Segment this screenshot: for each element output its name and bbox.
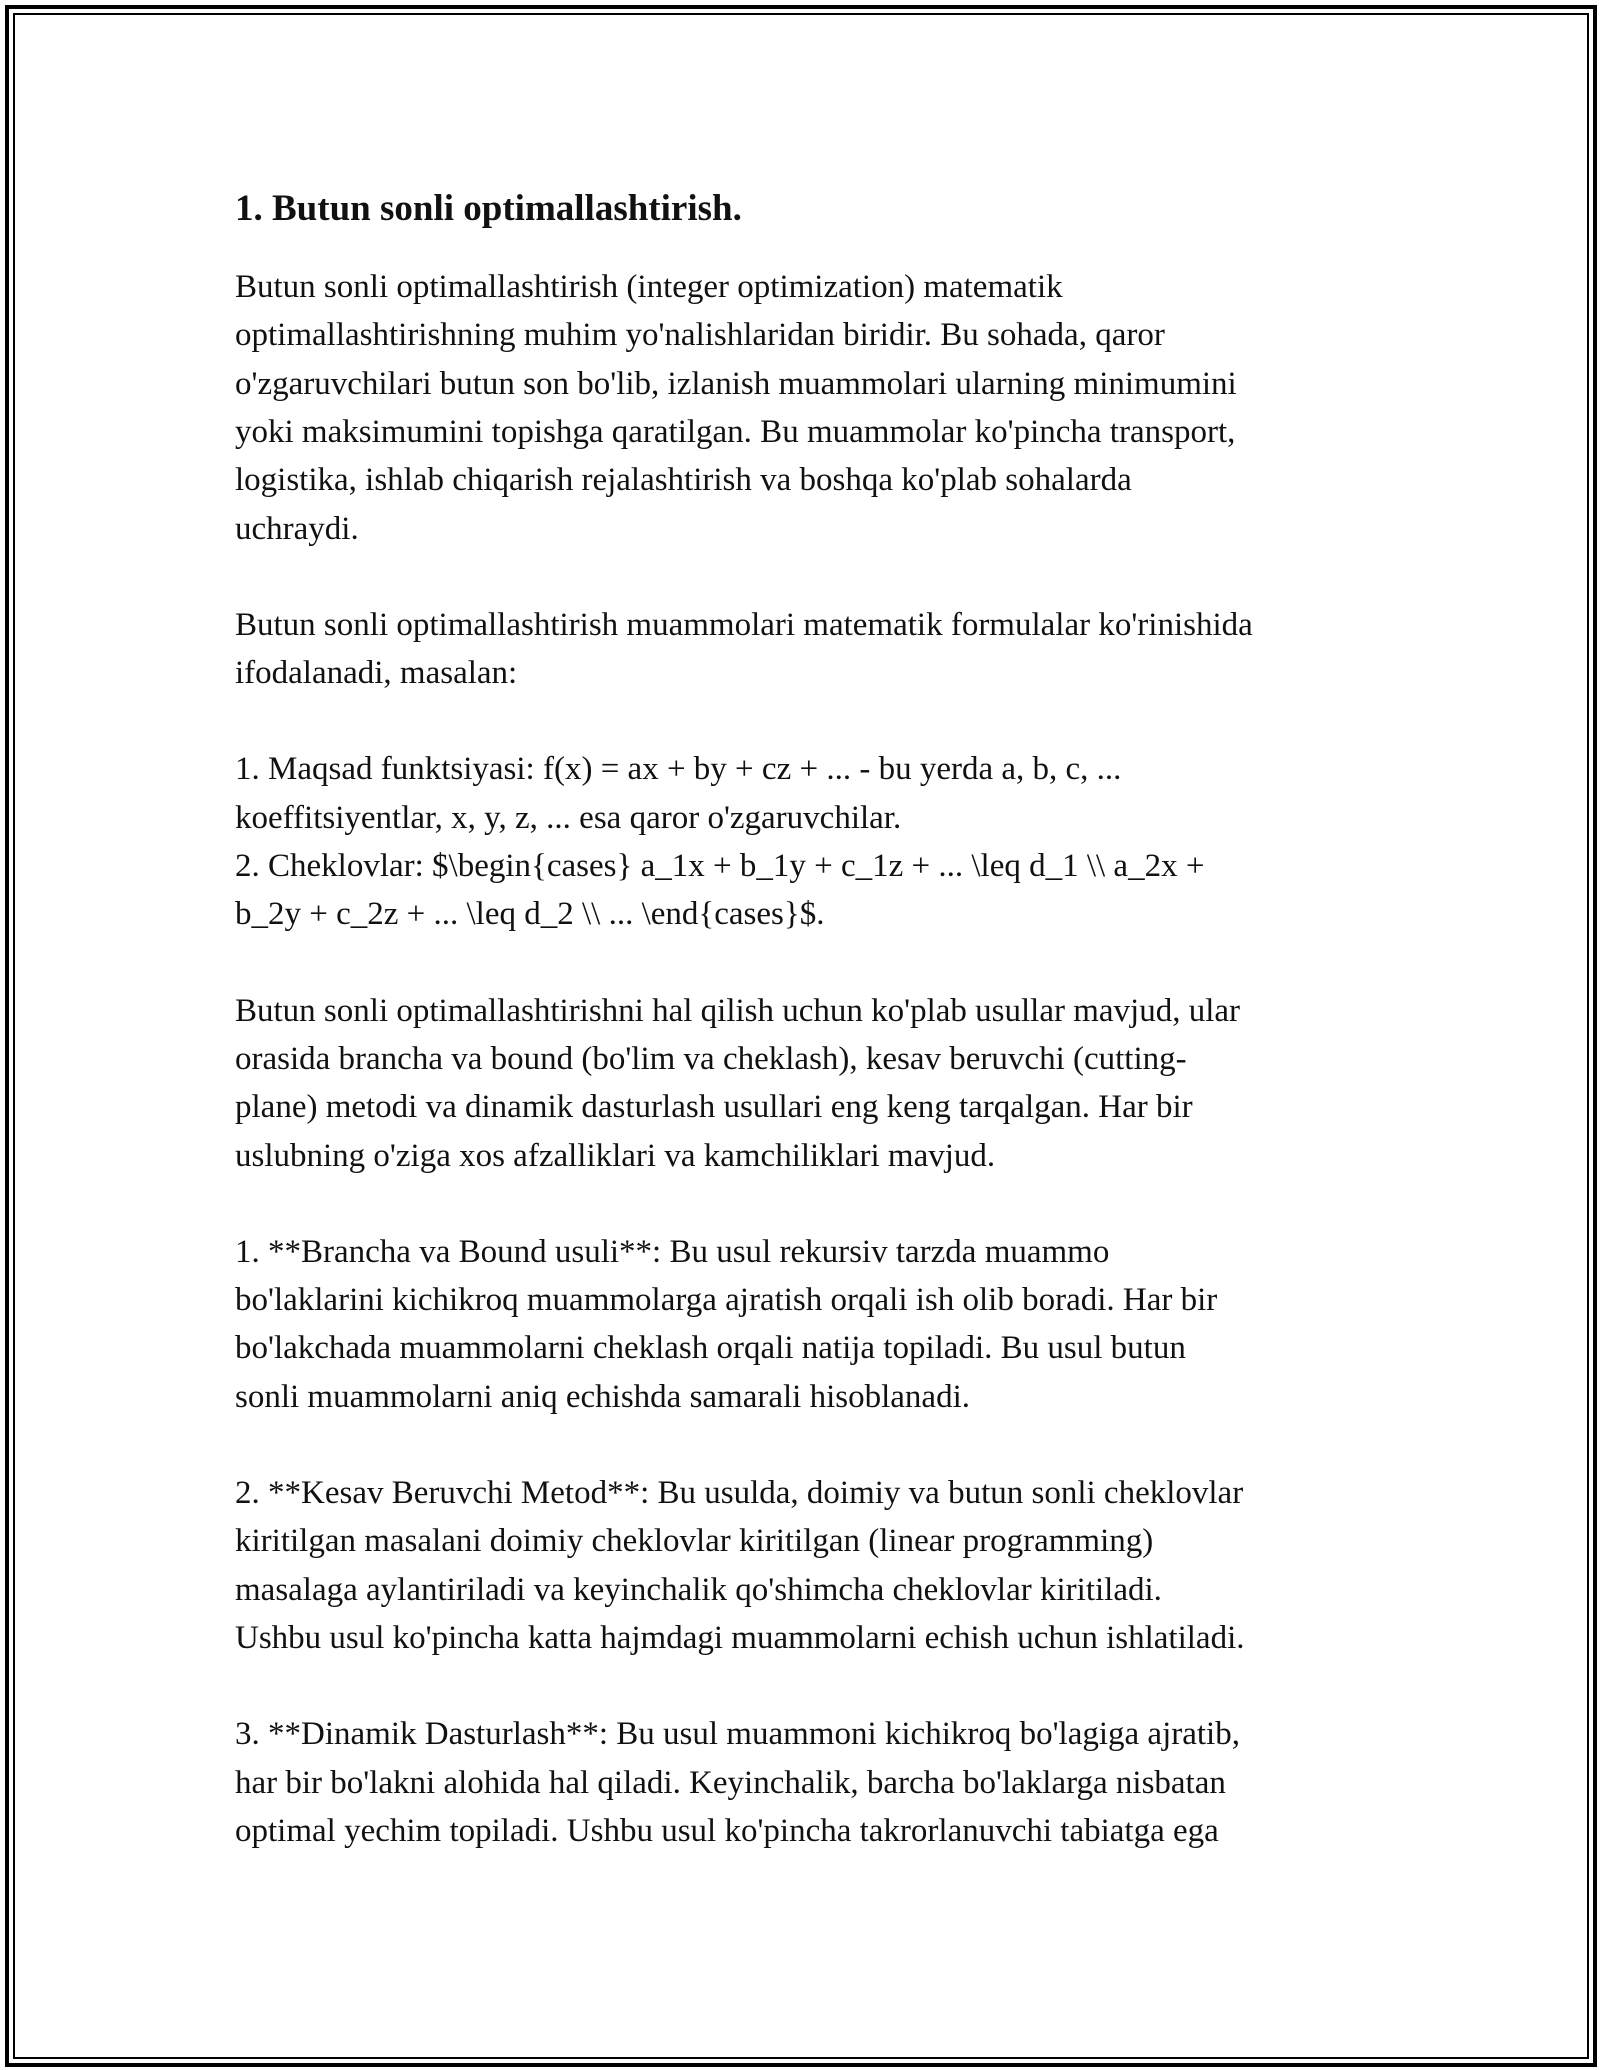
section-heading: 1. Butun sonli optimallashtirish. — [235, 188, 742, 229]
text-line: Ushbu usul ko'pincha katta hajmdagi muammolarni echish uchun ishlatiladi. — [235, 1619, 1245, 1656]
text-line: sonli muammolarni aniq echishda samarali hisoblanadi. — [235, 1378, 970, 1415]
text-line: kiritilgan masalani doimiy cheklovlar kiritilgan (linear programming) — [235, 1523, 1154, 1560]
text-line: 1. **Brancha va Bound usuli**: Bu usul rekursiv tarzda muammo — [235, 1233, 1110, 1270]
paragraph-formulas-intro — [235, 601, 1375, 698]
paragraph-formula-list — [235, 745, 1375, 938]
text-line: Butun sonli optimallashtirishni hal qilish uchun ko'plab usullar mavjud, ular — [235, 992, 1241, 1029]
text-line: bo'laklarini kichikroq muammolarga ajratish orqali ish olib boradi. Har bir — [235, 1282, 1218, 1319]
paragraph-dynamic-programming — [235, 1710, 1375, 1855]
text-line: Butun sonli optimallashtirish (integer optimization) matematik — [235, 269, 1063, 306]
paragraph-branch-and-bound — [235, 1228, 1375, 1421]
text-line: Butun sonli optimallashtirish muammolari matematik formulalar ko'rinishida — [235, 606, 1253, 643]
text-line: orasida brancha va bound (bo'lim va cheklash), kesav beruvchi (cutting- — [235, 1040, 1187, 1077]
text-line: plane) metodi va dinamik dasturlash usullari eng keng tarqalgan. Har bir — [235, 1089, 1193, 1126]
text-line: o'zgaruvchilari butun son bo'lib, izlanish muammolari ularning minimumini — [235, 365, 1237, 402]
text-line: har bir bo'lakni alohida hal qiladi. Keyinchalik, barcha bo'laklarga nisbatan — [235, 1764, 1226, 1801]
text-line: koeffitsiyentlar, x, y, z, ... esa qaror o'zgaruvchilar. — [235, 799, 902, 836]
text-line: 1. Maqsad funktsiyasi: f(x) = ax + by + cz + ... - bu yerda a, b, c, ... — [235, 751, 1122, 788]
text-line: ifodalanadi, masalan: — [235, 655, 518, 692]
text-line: masalaga aylantiriladi va keyinchalik qo'shimcha cheklovlar kiritiladi. — [235, 1571, 1162, 1608]
paragraph-methods — [235, 987, 1375, 1180]
paragraph-intro — [235, 263, 1375, 553]
text-line: bo'lakchada muammolarni cheklash orqali natija topiladi. Bu usul butun — [235, 1330, 1186, 1367]
text-line: b_2y + c_2z + ... \leq d_2 \\ ... \end{cases}$. — [235, 896, 825, 933]
text-line: optimal yechim topiladi. Ushbu usul ko'pincha takrorlanuvchi tabiatga ega — [235, 1812, 1219, 1849]
text-line: yoki maksimumini topishga qaratilgan. Bu muammolar ko'pincha transport, — [235, 413, 1236, 450]
text-line: uslubning o'ziga xos afzalliklari va kamchiliklari mavjud. — [235, 1137, 996, 1174]
document-body — [235, 185, 1375, 1855]
text-line: optimallashtirishning muhim yo'nalishlaridan biridir. Bu sohada, qaror — [235, 317, 1165, 354]
text-line: uchraydi. — [235, 510, 359, 547]
text-line: 3. **Dinamik Dasturlash**: Bu usul muammoni kichikroq bo'lagiga ajratib, — [235, 1716, 1240, 1753]
text-line: logistika, ishlab chiqarish rejalashtirish va boshqa ko'plab sohalarda — [235, 462, 1132, 499]
text-line: 2. Cheklovlar: $\begin{cases} a_1x + b_1y + c_1z + ... \leq d_1 \\ a_2x + — [235, 848, 1205, 885]
paragraph-cutting-plane — [235, 1469, 1375, 1662]
text-line: 2. **Kesav Beruvchi Metod**: Bu usulda, doimiy va butun sonli cheklovlar — [235, 1475, 1244, 1512]
